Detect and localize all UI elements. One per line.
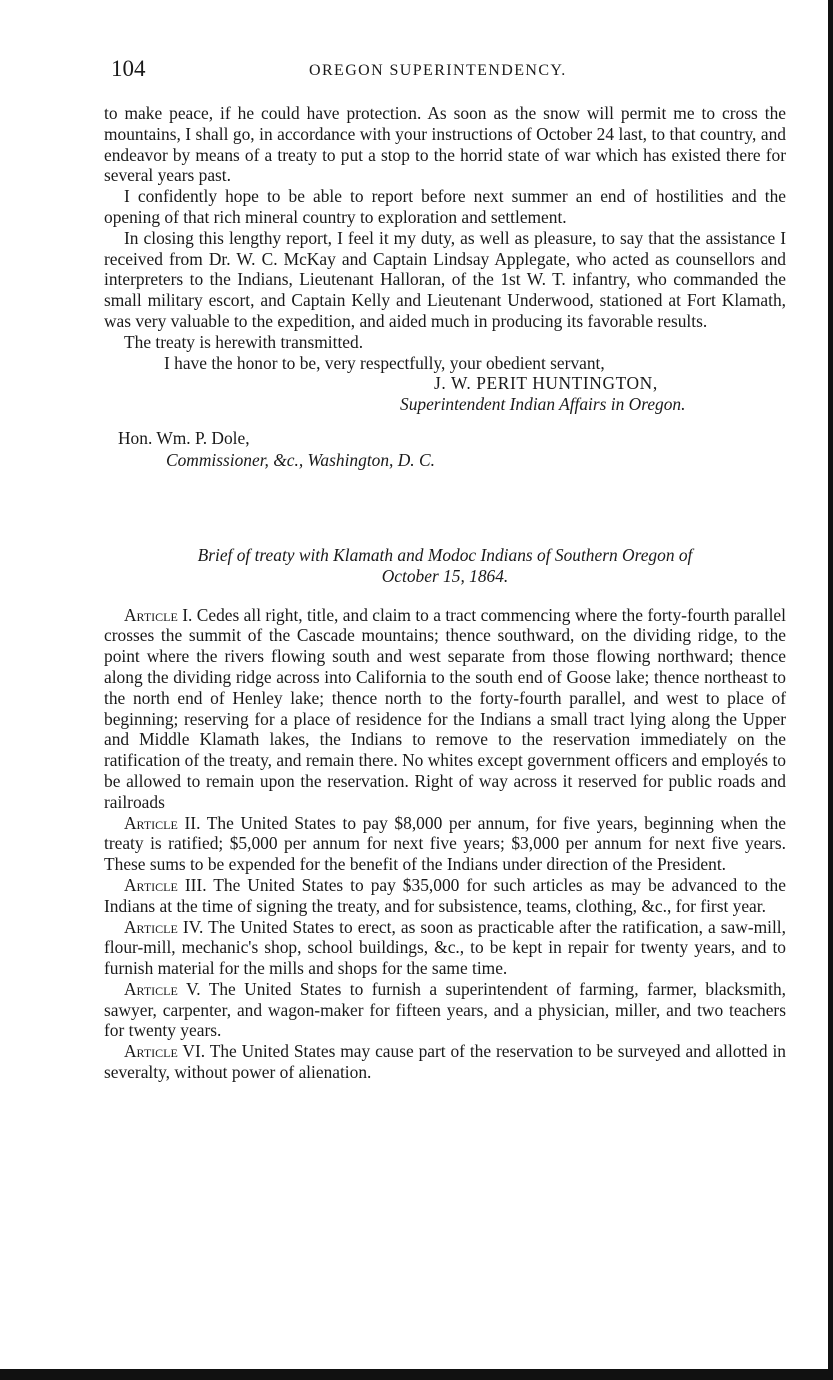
article-numeral: III. [184,874,207,895]
article-text: The United States to erect, as soon as practicable after the ratification, a saw-mill, flour-mill, mechanic's shop, school buildings, &c., to be kept in repair for twenty years, and to furnish material for the mills and shops for the same time. [104,916,786,979]
article-list [104,605,786,1083]
article-label: Article [124,812,178,833]
letter-paragraph: In closing this lengthy report, I feel it my duty, as well as pleasure, to say that the assistance I received from Dr. W. C. McKay and Captain Lindsay Applegate, who acted as counsellors and interpreters to the Indians, Lieutenant Halloran, of the 1st W. T. infantry, who commanded the small military escort, and Captain Kelly and Lieutenant Underwood, stationed at Fort Klamath, was very valuable to the expedition, and aided much in producing its favorable results. [104,227,786,331]
article-paragraph [104,813,786,875]
article-label: Article [124,874,178,895]
article-numeral: V. [185,978,201,999]
article-paragraph [104,917,786,979]
page-number: 104 [111,56,146,81]
article-label: Article [124,978,178,999]
article-paragraph [104,875,786,917]
brief-title-line: October 15, 1864. [381,565,509,586]
article-numeral: I. [182,604,193,625]
addressee-name: Hon. Wm. P. Dole, [118,427,250,448]
article-paragraph [104,979,786,1041]
article-text: The United States may cause part of the reservation to be surveyed and allotted in severalty, without power of alienation. [104,1041,786,1083]
letter-paragraph: The treaty is herewith transmitted. [124,331,364,352]
running-title: OREGON SUPERINTENDENCY. [309,62,567,79]
article-label: Article [124,916,178,937]
addressee-title: Commissioner, &c., Washington, D. C. [166,449,435,470]
article-text: Cedes all right, title, and claim to a tract commencing where the forty-fourth parallel crosses the summit of the Cascade mountains; thence southward, on the dividing ridge, to the point where the rivers flowing south and west separate from those flowing northward; thence along the dividing ridge across into California to the south end of Goose lake; thence northeast to the north end of Henley lake; thence north to the forty-fourth parallel, and west to place of beginning; reserving for a place of residence for the Indians a small tract lying along the Upper and Middle Klamath lakes, the Indians to remove to the reservation immediately on the ratification of the treaty, and remain there. No whites except government officers and employés to be allowed to remain upon the reservation. Right of way across it reserved for public roads and railroads [104,604,786,812]
article-text: The United States to pay $35,000 for such articles as may be advanced to the Indians at the time of signing the treaty, and for subsistence, teams, clothing, &c., for first year. [104,874,786,916]
signer-title: Superintendent Indian Affairs in Oregon. [400,394,686,415]
article-paragraph [104,605,786,813]
brief-title-line: Brief of treaty with Klamath and Modoc Indians of Southern Oregon of [197,544,693,565]
article-label: Article [124,1041,178,1062]
article-numeral: IV. [182,916,204,937]
article-paragraph [104,1041,786,1083]
article-label: Article [124,604,178,625]
signer-name: J. W. PERIT HUNTINGTON, [434,373,658,394]
article-text: The United States to pay $8,000 per annum, for five years, beginning when the treaty is ratified; $5,000 per annum for next five years; $3,000 per annum for next five years. These sums to be expended for the benefit of the Indians under direction of the President. [104,812,786,875]
article-numeral: VI. [182,1041,206,1062]
article-numeral: II. [184,812,201,833]
article-text: The United States to furnish a superintendent of farming, farmer, blacksmith, sawyer, carpenter, and wagon-maker for fifteen years, and a physician, miller, and two teachers for twenty years. [104,978,786,1041]
letter-paragraph: I confidently hope to be able to report before next summer an end of hostilities and the opening of that rich mineral country to exploration and settlement. [104,186,786,227]
page-edge-rule [828,0,833,1380]
letter-closing: I have the honor to be, very respectfully, your obedient servant, [164,352,605,373]
page-body [104,103,786,1083]
brief-title [104,545,786,587]
page-bottom-rule [0,1369,833,1380]
letter-paragraph: to make peace, if he could have protection. As soon as the snow will permit me to cross the mountains, I shall go, in accordance with your instructions of October 24 last, to that country, and endeavor by means of a treaty to put a stop to the horrid state of war which has existed there for several years past. [104,103,786,186]
